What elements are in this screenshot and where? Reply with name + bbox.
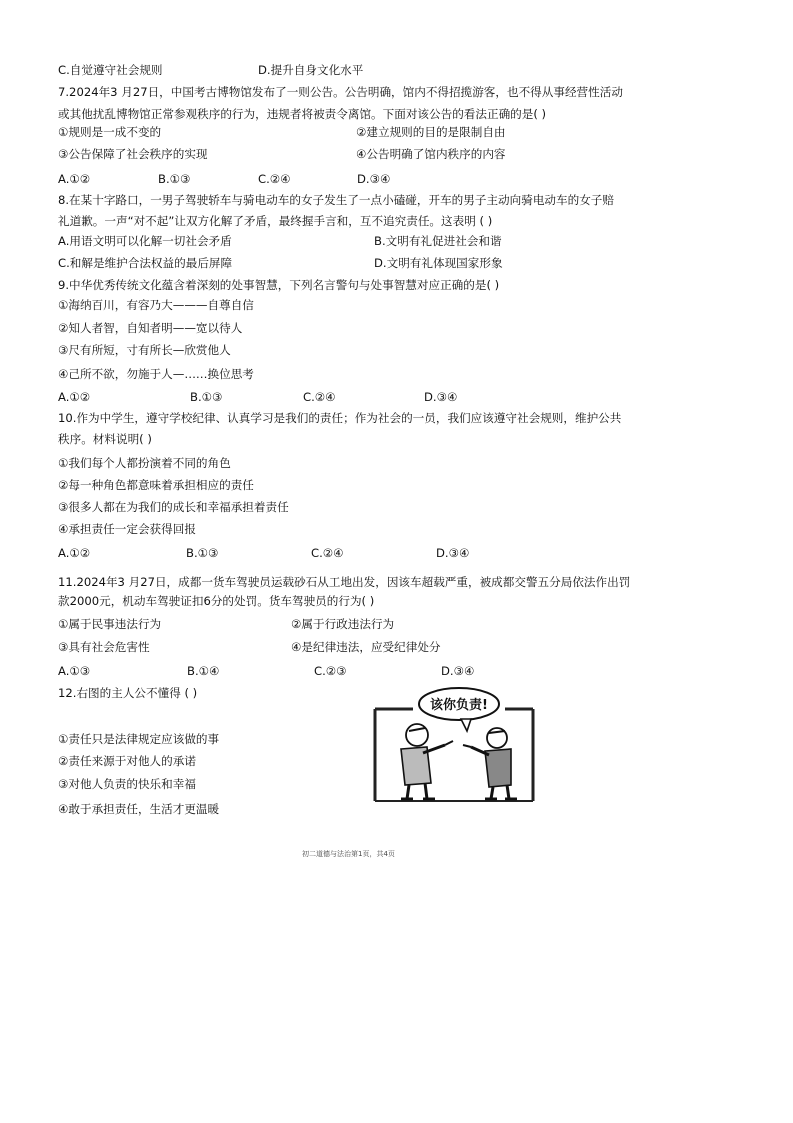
q7-statement-2: ②建立规则的目的是限制自由 [356,125,506,139]
cartoon-illustration [365,683,543,807]
q11-option-b: B.①④ [187,664,220,678]
q7-stem-line2: 或其他扰乱博物馆正常参观秩序的行为，违规者将被责令离馆。下面对该公告的看法正确的是( ) [58,107,547,121]
q6-option-d: D.提升自身文化水平 [258,63,364,77]
q10-option-b: B.①③ [186,546,219,560]
q10-statement-1: ①我们每个人都扮演着不同的角色 [58,456,231,470]
page-footer: 初二道德与法治第1页，共4页 [302,850,395,858]
q12-statement-4: ④敢于承担责任，生活才更温暖 [58,802,220,816]
q12-statement-3: ③对他人负责的快乐和幸福 [58,777,196,791]
q8-stem-line2: 礼道歉。一声“对不起”让双方化解了矛盾，最终握手言和，互不追究责任。这表明 ( ) [58,214,493,228]
q7-option-a: A.①② [58,172,91,186]
q11-stem-line2: 款2000元，机动车驾驶证扣6分的处罚。货车驾驶员的行为( ) [58,594,375,608]
q8-option-b: B.文明有礼促进社会和谐 [374,234,502,248]
left-figure [401,724,453,799]
q7-statement-4: ④公告明确了馆内秩序的内容 [356,147,506,161]
q10-statement-2: ②每一种角色都意味着承担相应的责任 [58,478,254,492]
q9-option-a: A.①② [58,390,91,404]
q9-statement-3: ③尺有所短，寸有所长—欣赏他人 [58,343,231,357]
q7-statement-3: ③公告保障了社会秩序的实现 [58,147,208,161]
q10-statement-3: ③很多人都在为我们的成长和幸福承担着责任 [58,500,289,514]
q6-option-c: C.自觉遵守社会规则 [58,63,163,77]
q11-statement-4: ④是纪律违法，应受纪律处分 [291,640,441,654]
q7-statement-1: ①规则是一成不变的 [58,125,162,139]
q8-option-a: A.用语文明可以化解一切社会矛盾 [58,234,232,248]
q11-option-a: A.①③ [58,664,91,678]
q10-option-d: D.③④ [436,546,470,560]
q9-option-c: C.②④ [303,390,336,404]
q7-option-b: B.①③ [158,172,191,186]
q11-statement-3: ③具有社会危害性 [58,640,150,654]
q7-option-c: C.②④ [258,172,291,186]
q11-statement-1: ①属于民事违法行为 [58,617,162,631]
q10-statement-4: ④承担责任一定会获得回报 [58,522,196,536]
q9-option-d: D.③④ [424,390,458,404]
q11-option-c: C.②③ [314,664,347,678]
q11-statement-2: ②属于行政违法行为 [291,617,395,631]
q8-stem-line1: 8.在某十字路口，一男子驾驶轿车与骑电动车的女子发生了一点小磕碰，开车的男子主动向骑电动车的女子赔 [58,193,614,207]
q8-option-c: C.和解是维护合法权益的最后屏障 [58,256,233,270]
q9-statement-1: ①海纳百川，有容乃大———自尊自信 [58,298,254,312]
right-figure [463,728,517,799]
q11-option-d: D.③④ [441,664,475,678]
q12-statement-2: ②责任来源于对他人的承诺 [58,754,196,768]
q9-stem: 9.中华优秀传统文化蕴含着深刻的处事智慧，下列名言警句与处事智慧对应正确的是( ) [58,278,500,292]
q9-statement-2: ②知人者智，自知者明——宽以待人 [58,321,243,335]
q7-stem-line1: 7.2024年3 月27日，中国考古博物馆发布了一则公告。公告明确，馆内不得招揽游客，也不得从事经营性活动 [58,85,623,99]
q12-stem: 12.右图的主人公不懂得 ( ) [58,686,198,700]
q8-option-d: D.文明有礼体现国家形象 [374,256,503,270]
q9-option-b: B.①③ [190,390,223,404]
q9-statement-4: ④己所不欲，勿施于人—……换位思考 [58,367,254,381]
q10-option-c: C.②④ [311,546,344,560]
speech-bubble-tail [461,719,471,731]
q10-option-a: A.①② [58,546,91,560]
q11-stem-line1: 11.2024年3 月27日，成都一货车驾驶员运载砂石从工地出发，因该车超载严重，被成都交警五分局依法作出罚 [58,575,631,589]
speech-bubble-text: 该你负责! [430,698,488,713]
q10-stem-line2: 秩序。材料说明( ) [58,432,152,446]
q7-option-d: D.③④ [357,172,391,186]
q10-stem-line1: 10.作为中学生，遵守学校纪律、认真学习是我们的责任；作为社会的一员，我们应该遵守社会规则，维护公共 [58,411,622,425]
q12-statement-1: ①责任只是法律规定应该做的事 [58,732,220,746]
